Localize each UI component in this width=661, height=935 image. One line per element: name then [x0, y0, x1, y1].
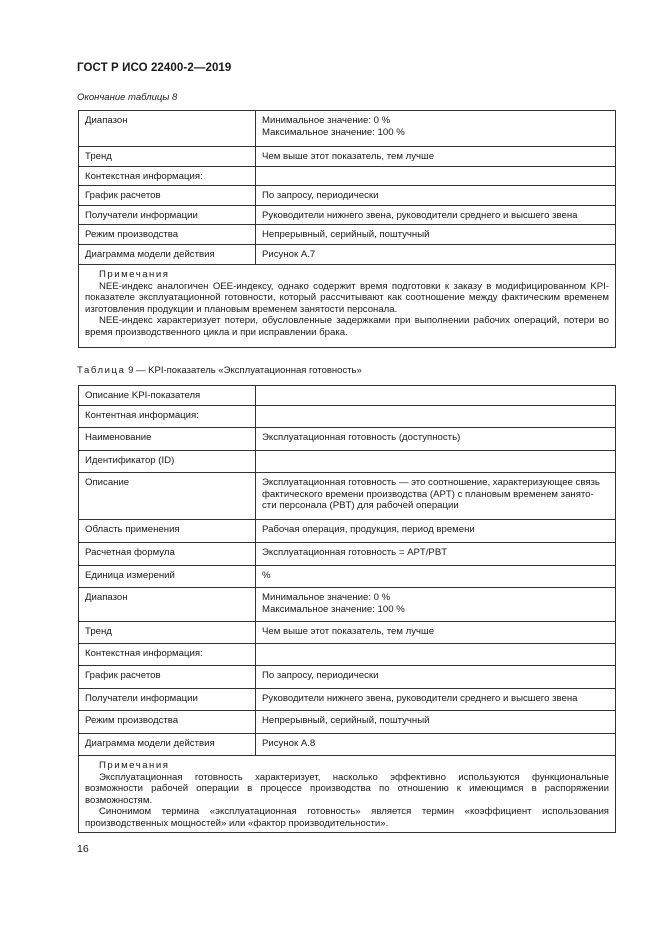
- notes-row: [79, 265, 616, 348]
- row-value: [256, 711, 616, 734]
- row-label: Тренд: [79, 147, 256, 167]
- value-line: Минимальное значение: 0 %: [262, 115, 391, 126]
- row-value: [256, 666, 616, 689]
- row-value: [256, 111, 616, 147]
- row-label: График расчетов: [79, 186, 256, 206]
- value-line: По запросу, периодически: [262, 190, 379, 201]
- row-label: Единица измерений: [79, 566, 256, 588]
- table-row: [79, 186, 616, 206]
- row-label: Получатели информации: [79, 689, 256, 711]
- table-row: [79, 406, 616, 428]
- value-line: Руководители нижнего звена, руководители среднего и высшего звена: [262, 693, 578, 704]
- table-row: [79, 245, 616, 265]
- table9: [78, 385, 616, 833]
- notes-paragraph: NEE-индекс характеризует потери, обусловленные задержками при выполнении рабочих операций, потери во время производственного цикла и при исправлении брака.: [85, 315, 609, 338]
- table9-caption: [77, 365, 362, 376]
- row-value: [256, 644, 616, 666]
- notes-row: [79, 756, 616, 833]
- row-value: [256, 186, 616, 206]
- row-label: Режим производства: [79, 711, 256, 734]
- value-line: Рабочая операция, продукция, период времени: [262, 524, 475, 535]
- row-value: [256, 473, 616, 520]
- value-line: Эксплуатационная готовность — это соотношение, характеризующее связь: [262, 477, 600, 488]
- row-value: [256, 166, 616, 186]
- row-label: Получатели информации: [79, 205, 256, 225]
- notes-title: Примечания: [99, 760, 170, 771]
- row-value: [256, 406, 616, 428]
- value-line: сти персонала (PBT) для рабочей операции: [262, 500, 459, 511]
- document-header: ГОСТ Р ИСО 22400-2—2019: [77, 62, 232, 74]
- row-label: Наименование: [79, 428, 256, 451]
- row-label: График расчетов: [79, 666, 256, 689]
- value-line: фактического времени производства (APT) с плановым временем занято-: [262, 488, 594, 500]
- row-label: Диаграмма модели действия: [79, 734, 256, 756]
- table-row: [79, 205, 616, 225]
- value-line: Максимальное значение: 100 %: [262, 126, 405, 138]
- table-row: [79, 543, 616, 566]
- value-line: Эксплуатационная готовность = APT/PBT: [262, 547, 448, 558]
- row-label: Расчетная формула: [79, 543, 256, 566]
- table-row: [79, 734, 616, 756]
- table9-caption-prefix: Таблица: [77, 365, 126, 376]
- table-row: [79, 689, 616, 711]
- value-line: Руководители нижнего звена, руководители среднего и высшего звена: [262, 209, 578, 221]
- value-line: Рисунок А.7: [262, 249, 316, 260]
- value-line: Эксплуатационная готовность (доступность): [262, 432, 461, 443]
- value-line: Минимальное значение: 0 %: [262, 592, 391, 603]
- row-value: [256, 386, 616, 406]
- table-row: [79, 111, 616, 147]
- row-label: Контекстная информация:: [79, 166, 256, 186]
- row-value: [256, 428, 616, 451]
- row-label: Область применения: [79, 520, 256, 543]
- row-value: [256, 147, 616, 167]
- table-row: [79, 428, 616, 451]
- row-label: Контекстная информация:: [79, 644, 256, 666]
- notes-paragraph: Эксплуатационная готовность характеризует, насколько эффективно используются функциональные возможности рабочей операции в процессе производства по отношению к имеющимся в распоряжении возможностям.: [85, 771, 609, 806]
- notes-cell: [79, 756, 616, 833]
- value-line: Непрерывный, серийный, поштучный: [262, 715, 430, 726]
- table9-caption-text: 9 — KPI-показатель «Эксплуатационная готовность»: [128, 365, 362, 376]
- row-value: [256, 520, 616, 543]
- value-line: Чем выше этот показатель, тем лучше: [262, 151, 435, 162]
- table-row: [79, 225, 616, 245]
- notes-cell: [79, 265, 616, 348]
- row-value: [256, 205, 616, 225]
- table-row: [79, 147, 616, 167]
- table-row: [79, 520, 616, 543]
- row-label: Режим производства: [79, 225, 256, 245]
- table-row: [79, 666, 616, 689]
- row-value: [256, 734, 616, 756]
- row-value: [256, 245, 616, 265]
- table-row: [79, 473, 616, 520]
- row-value: [256, 451, 616, 473]
- table8: [78, 110, 616, 348]
- table8-caption: Окончание таблицы 8: [77, 92, 178, 103]
- row-label: Описание KPI-показателя: [79, 386, 256, 406]
- value-line: Рисунок А.8: [262, 738, 316, 749]
- row-value: [256, 622, 616, 644]
- row-label: Описание: [79, 473, 256, 520]
- row-value: [256, 689, 616, 711]
- value-line: По запросу, периодически: [262, 670, 379, 681]
- row-label: Диапазон: [79, 588, 256, 622]
- table-row: [79, 644, 616, 666]
- row-value: [256, 543, 616, 566]
- table-row: [79, 622, 616, 644]
- table-row: [79, 386, 616, 406]
- row-value: [256, 566, 616, 588]
- table-row: [79, 451, 616, 473]
- value-line: Чем выше этот показатель, тем лучше: [262, 626, 435, 637]
- row-label: Тренд: [79, 622, 256, 644]
- value-line: %: [262, 570, 271, 581]
- notes-paragraph: NEE-индекс аналогичен OEE-индексу, однако содержит время подготовки к заказу в модифицированном KPI-показателе эксплуатационной готовности, который рассчитывают как соотношение между фактическим временем изготовления продукции и плановым временем занятости персонала.: [85, 280, 609, 315]
- notes-title: Примечания: [99, 269, 170, 280]
- row-label: Идентификатор (ID): [79, 451, 256, 473]
- table-row: [79, 588, 616, 622]
- value-line: Максимальное значение: 100 %: [262, 603, 405, 615]
- row-value: [256, 588, 616, 622]
- row-label: Диаграмма модели действия: [79, 245, 256, 265]
- value-line: Непрерывный, серийный, поштучный: [262, 229, 430, 240]
- row-label: Диапазон: [79, 111, 256, 147]
- page-number: 16: [77, 843, 89, 855]
- table-row: [79, 711, 616, 734]
- table-row: [79, 566, 616, 588]
- row-value: [256, 225, 616, 245]
- row-label: Контентная информация:: [79, 406, 256, 428]
- notes-paragraph: Синонимом термина «эксплуатационная готовность» является термин «коэффициент использования производственных мощностей» или «фактор производительности».: [85, 806, 609, 829]
- table-row: [79, 166, 616, 186]
